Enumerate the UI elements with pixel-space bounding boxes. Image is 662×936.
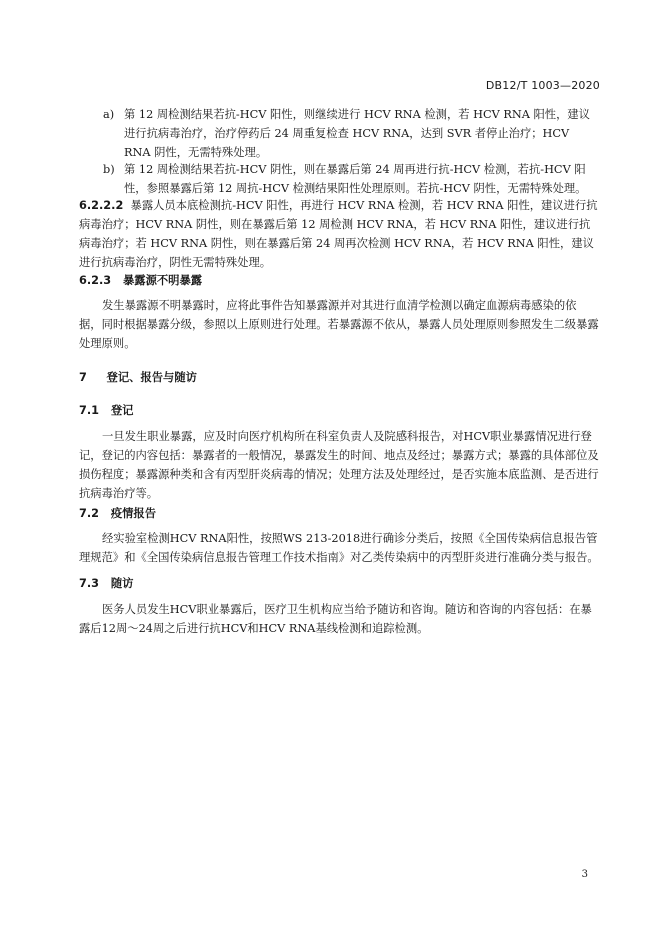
section-7-heading xyxy=(79,368,197,387)
section-7-1-body: 一旦发生职业暴露，应及时向医疗机构所在科室负责人及院感科报告，对HCV职业暴露情况进行登记，登记的内容包括：暴露者的一般情况，暴露发生的时间、地点及经过；暴露方式；暴露的具体部位及损伤程度；暴露源种类和含有丙型肝炎病毒的情况；处理方法及处理经过，是否实施本底监测、是否进行抗病毒治疗等。 xyxy=(79,430,599,500)
section-6-2-3-title: 暴露源不明暴露 xyxy=(122,274,203,287)
section-7-2-heading xyxy=(79,504,156,523)
list-label-b: b) xyxy=(103,163,115,176)
section-7-1-heading xyxy=(79,401,133,420)
clause-6-2-2-2-text: 暴露人员本底检测抗-HCV 阳性，再进行 HCV RNA 检测，若 HCV RNA 阳性，建议进行抗病毒治疗；HCV RNA 阴性，则在暴露后第 12 周检测 HCV RNA，若 HCV RNA 阳性，建议进行抗病毒治疗；若 HCV RNA 阴性，则在暴露后第 24 周再次检测 HCV RNA，若 HCV RNA 阳性，建议进行抗病毒治疗，阴性无需特殊处理。 xyxy=(79,199,598,269)
list-item-a-text: 第 12 周检测结果若抗-HCV 阳性，则继续进行 HCV RNA 检测，若 HCV RNA 阳性，建议进行抗病毒治疗，治疗停药后 24 周重复检查 HCV RNA，达到 SVR 者停止治疗；HCV RNA 阴性，无需特殊处理。 xyxy=(124,108,590,159)
page-number: 3 xyxy=(581,869,588,880)
section-7-1-title: 登记 xyxy=(110,404,134,417)
section-6-2-3-heading xyxy=(79,271,202,290)
section-7-1-number: 7.1 xyxy=(79,404,100,417)
list-label-a: a) xyxy=(103,108,115,121)
clause-6-2-2-2 xyxy=(79,196,599,272)
section-7-3-heading xyxy=(79,574,133,593)
section-7-number: 7 xyxy=(79,371,87,384)
section-6-2-3-body: 发生暴露源不明暴露时，应将此事件告知暴露源并对其进行血清学检测以确定血源病毒感染的依据，同时根据暴露分级，参照以上原则进行处理。若暴露源不依从，暴露人员处理原则参照发生二级暴露处理原则。 xyxy=(79,299,599,350)
section-7-3-title: 随访 xyxy=(110,577,134,590)
section-7-2-title: 疫情报告 xyxy=(110,507,157,520)
section-7-3-number: 7.3 xyxy=(79,577,100,590)
document-id-header: DB12/T 1003—2020 xyxy=(485,79,600,92)
section-6-2-3-number: 6.2.3 xyxy=(79,274,112,287)
section-7-title: 登记、报告与随访 xyxy=(106,371,197,384)
clause-6-2-2-2-number: 6.2.2.2 xyxy=(79,199,124,212)
list-item-b-text: 第 12 周检测结果若抗-HCV 阴性，则在暴露后第 24 周再进行抗-HCV 检测，若抗-HCV 阳性，参照暴露后第 12 周抗-HCV 检测结果阳性处理原则。若抗-HCV 阴性，无需特殊处理。 xyxy=(124,163,587,195)
section-7-3-body: 医务人员发生HCV职业暴露后，医疗卫生机构应当给予随访和咨询。随访和咨询的内容包括：在暴露后12周～24周之后进行抗HCV和HCV RNA基线检测和追踪检测。 xyxy=(79,603,592,635)
section-7-2-number: 7.2 xyxy=(79,507,100,520)
section-7-2-body: 经实验室检测HCV RNA阳性，按照WS 213-2018进行确诊分类后，按照《全国传染病信息报告管理规范》和《全国传染病信息报告管理工作技术指南》对乙类传染病中的丙型肝炎进行准确分类与报告。 xyxy=(79,532,599,564)
